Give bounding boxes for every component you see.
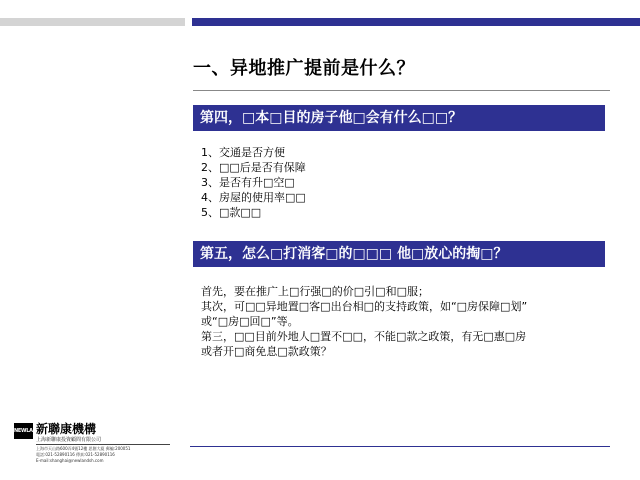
company-phone: 電話:021-52890116 傳真:021-52890116 bbox=[36, 452, 115, 457]
top-decor-bar-gray bbox=[0, 18, 185, 26]
logo-divider bbox=[36, 444, 170, 445]
page-title: 一、异地推广提前是什么？ bbox=[193, 58, 415, 79]
section-header-fourth: 第四，□本□目的房子他□会有什么□□？ bbox=[193, 105, 605, 131]
list-item: 5、□款□□ bbox=[201, 206, 262, 219]
company-address: 上海市天山路600弄4號12樓 思創大廈 郵編:200051 bbox=[36, 446, 131, 451]
paragraph-line: 其次，可□□异地置□客□出台相□的支持政策，如“□房保障□划” bbox=[201, 300, 528, 313]
question-list bbox=[201, 145, 306, 220]
title-divider bbox=[193, 90, 610, 91]
company-email: E-mail:shanghai@newlandsh.com bbox=[36, 458, 104, 463]
footer-divider bbox=[190, 446, 610, 447]
paragraph-line: 第三，□□目前外地人□置不□□，不能□款之政策，有无□惠□房 bbox=[201, 330, 527, 343]
section-header-fifth: 第五，怎么□打消客□的□□□ 他□放心的掏□？ bbox=[193, 241, 605, 267]
list-item: 2、□□后是否有保障 bbox=[201, 161, 306, 174]
company-subtitle: 上海新聯康投資顧問有限公司 bbox=[36, 437, 102, 443]
paragraph-line: 或者开□商免息□款政策？ bbox=[201, 345, 332, 358]
paragraph-line: 首先，要在推广上□行强□的价□引□和□服； bbox=[201, 285, 429, 298]
list-item: 1、交通是否方便 bbox=[201, 146, 285, 159]
answer-paragraph bbox=[201, 284, 527, 359]
company-name: 新聯康機構 bbox=[36, 422, 97, 436]
company-logo-block bbox=[14, 420, 174, 470]
list-item: 4、房屋的使用率□□ bbox=[201, 191, 306, 204]
paragraph-line: 或“□房□回□”等。 bbox=[201, 315, 299, 328]
company-logo-icon: NEWLAND bbox=[14, 423, 33, 439]
list-item: 3、是否有升□空□ bbox=[201, 176, 295, 189]
top-decor-bar-navy bbox=[192, 18, 640, 26]
